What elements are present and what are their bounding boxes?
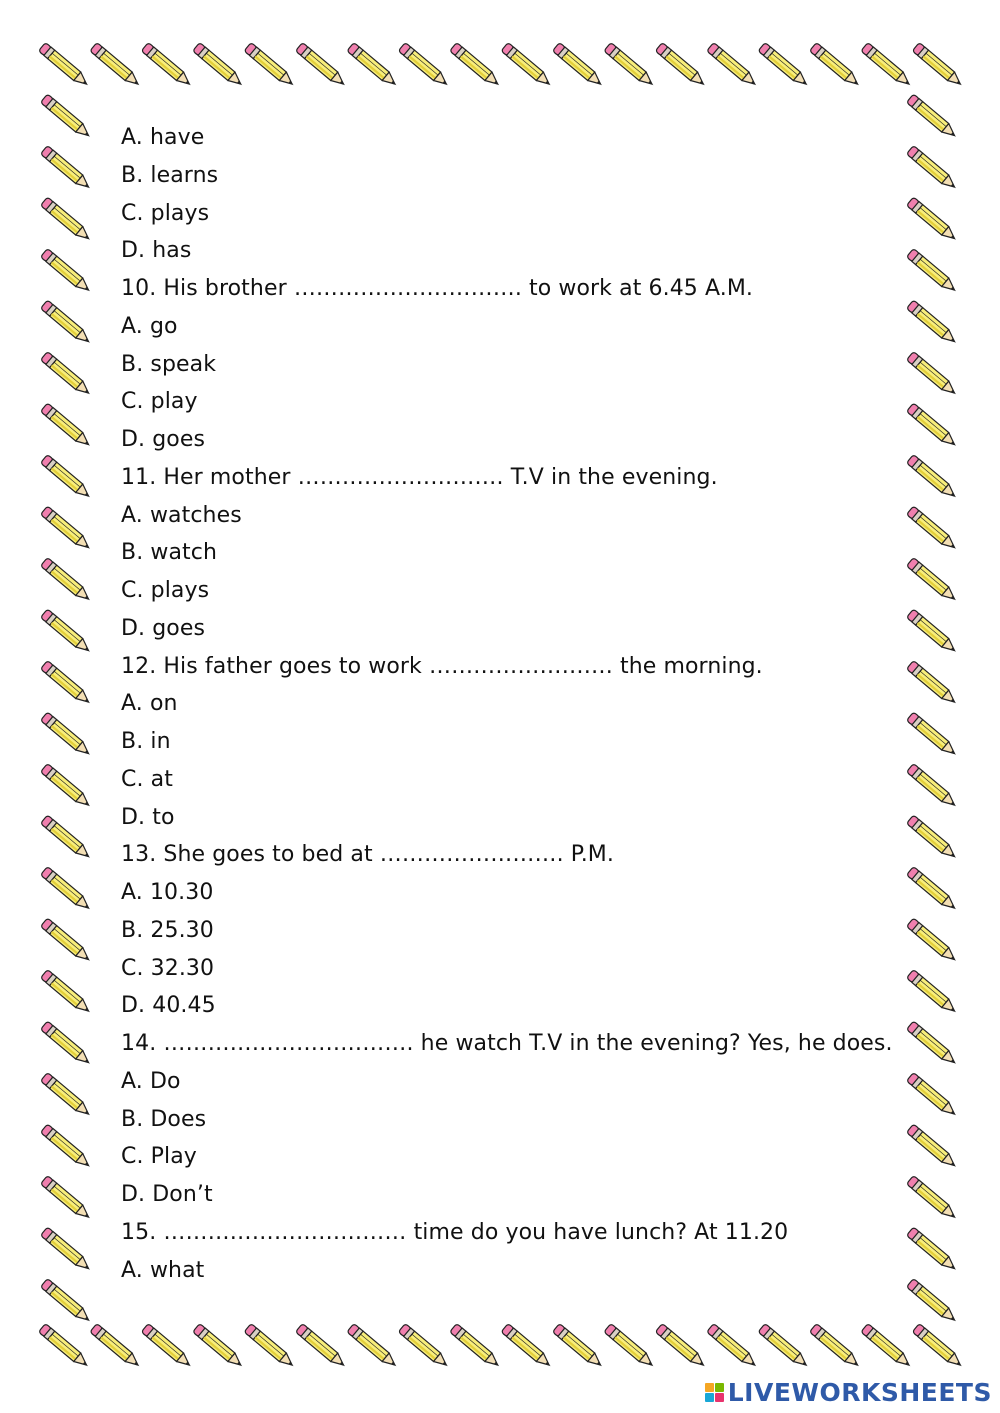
pencil-icon bbox=[347, 1324, 400, 1371]
pencil-icon bbox=[40, 867, 93, 914]
option-a-have: A. have bbox=[121, 125, 205, 150]
pencil-icon bbox=[809, 43, 862, 90]
pencil-icon bbox=[90, 43, 143, 90]
pencil-icon bbox=[604, 43, 657, 90]
pencil-icon bbox=[912, 1324, 965, 1371]
q13-option-c: C. 32.30 bbox=[121, 955, 215, 981]
pencil-icon bbox=[501, 43, 554, 90]
pencil-icon bbox=[501, 1324, 554, 1371]
q11-option-a: A. watches bbox=[121, 502, 242, 528]
pencil-icon bbox=[40, 455, 93, 502]
pencil-icon bbox=[655, 43, 708, 90]
pencil-icon bbox=[906, 712, 959, 759]
logo-mark-cell bbox=[715, 1393, 724, 1402]
pencil-icon bbox=[861, 43, 914, 90]
question-13: 13. She goes to bed at ……………………. P.M. bbox=[121, 842, 614, 868]
pencil-icon bbox=[90, 1324, 143, 1371]
question-14: 14. ……………………………. he watch T.V in the evening? Yes, he does. bbox=[121, 1031, 893, 1056]
pencil-icon bbox=[906, 1227, 959, 1274]
pencil-icon bbox=[40, 352, 93, 399]
pencil-icon bbox=[906, 1176, 959, 1223]
pencil-icon bbox=[906, 455, 959, 502]
pencil-icon bbox=[40, 661, 93, 708]
pencil-icon bbox=[141, 1324, 194, 1371]
pencil-icon bbox=[906, 970, 959, 1017]
pencil-icon bbox=[906, 918, 959, 965]
pencil-icon bbox=[906, 300, 959, 347]
pencil-icon bbox=[758, 43, 811, 90]
option-c-plays: C. plays bbox=[121, 200, 210, 226]
q15-option-a: A. what bbox=[121, 1257, 205, 1283]
pencil-icon bbox=[398, 1324, 451, 1371]
q10-option-b: B. speak bbox=[121, 351, 217, 377]
pencil-icon bbox=[604, 1324, 657, 1371]
pencil-icon bbox=[38, 1324, 91, 1371]
pencil-icon bbox=[906, 764, 959, 811]
pencil-icon bbox=[40, 1176, 93, 1223]
pencil-icon bbox=[40, 1124, 93, 1171]
question-10: 10. His brother …………………………. to work at 6.45 A.M. bbox=[121, 276, 754, 301]
question-12: 12. His father goes to work ……………………. the morning. bbox=[121, 653, 763, 679]
pencil-icon bbox=[40, 249, 93, 296]
pencil-icon bbox=[40, 815, 93, 862]
pencil-icon bbox=[906, 352, 959, 399]
pencil-icon bbox=[906, 558, 959, 605]
question-list bbox=[121, 119, 893, 1289]
pencil-icon bbox=[906, 1073, 959, 1120]
logo-mark-cell bbox=[705, 1393, 714, 1402]
q11-option-c: C. plays bbox=[121, 578, 210, 603]
question-11: 11. Her mother ………………………. T.V in the evening. bbox=[121, 464, 718, 490]
pencil-icon bbox=[906, 867, 959, 914]
pencil-icon bbox=[40, 1279, 93, 1326]
pencil-icon bbox=[906, 1021, 959, 1068]
pencil-icon bbox=[40, 146, 93, 193]
pencil-icon bbox=[906, 1279, 959, 1326]
q11-option-d: D. goes bbox=[121, 615, 206, 641]
pencil-icon bbox=[906, 146, 959, 193]
question-15: 15. …………………………… time do you have lunch? At 11.20 bbox=[121, 1219, 789, 1245]
logo-mark-cell bbox=[705, 1383, 714, 1392]
pencil-icon bbox=[193, 43, 246, 90]
pencil-icon bbox=[450, 1324, 503, 1371]
liveworksheets-mark-icon bbox=[705, 1383, 724, 1402]
pencil-icon bbox=[861, 1324, 914, 1371]
pencil-icon bbox=[40, 1227, 93, 1274]
pencil-icon bbox=[906, 815, 959, 862]
pencil-icon bbox=[906, 249, 959, 296]
pencil-icon bbox=[40, 300, 93, 347]
q14-option-a: A. Do bbox=[121, 1068, 181, 1094]
pencil-icon bbox=[552, 43, 605, 90]
pencil-icon bbox=[40, 94, 93, 141]
pencil-icon bbox=[40, 506, 93, 553]
pencil-icon bbox=[906, 506, 959, 553]
q10-option-c: C. play bbox=[121, 389, 198, 415]
pencil-icon bbox=[295, 1324, 348, 1371]
pencil-icon bbox=[244, 43, 297, 90]
pencil-icon bbox=[40, 558, 93, 605]
q13-option-b: B. 25.30 bbox=[121, 917, 214, 943]
pencil-icon bbox=[347, 43, 400, 90]
q11-option-b: B. watch bbox=[121, 540, 218, 566]
pencil-icon bbox=[40, 712, 93, 759]
pencil-icon bbox=[906, 661, 959, 708]
pencil-icon bbox=[40, 403, 93, 450]
pencil-icon bbox=[40, 609, 93, 656]
pencil-icon bbox=[398, 43, 451, 90]
q14-option-b: B. Does bbox=[121, 1106, 207, 1132]
pencil-icon bbox=[906, 403, 959, 450]
pencil-icon bbox=[906, 609, 959, 656]
pencil-icon bbox=[141, 43, 194, 90]
q12-option-a: A. on bbox=[121, 691, 178, 717]
q13-option-a: A. 10.30 bbox=[121, 880, 214, 905]
q12-option-d: D. to bbox=[121, 804, 175, 830]
pencil-icon bbox=[40, 197, 93, 244]
q12-option-b: B. in bbox=[121, 729, 171, 754]
pencil-icon bbox=[40, 1021, 93, 1068]
logo-mark-cell bbox=[715, 1383, 724, 1392]
pencil-icon bbox=[450, 43, 503, 90]
pencil-icon bbox=[655, 1324, 708, 1371]
pencil-icon bbox=[40, 1073, 93, 1120]
option-b-learns: B. learns bbox=[121, 162, 219, 188]
pencil-icon bbox=[40, 764, 93, 811]
pencil-icon bbox=[906, 94, 959, 141]
pencil-icon bbox=[244, 1324, 297, 1371]
pencil-icon bbox=[38, 43, 91, 90]
liveworksheets-brand-text: LIVEWORKSHEETS bbox=[727, 1377, 992, 1407]
option-d-has: D. has bbox=[121, 238, 192, 264]
q14-option-c: C. Play bbox=[121, 1144, 197, 1170]
pencil-icon bbox=[906, 197, 959, 244]
q10-option-a: A. go bbox=[121, 313, 178, 339]
q12-option-c: C. at bbox=[121, 766, 173, 792]
pencil-icon bbox=[40, 918, 93, 965]
pencil-icon bbox=[809, 1324, 862, 1371]
q14-option-d: D. Don’t bbox=[121, 1182, 213, 1207]
liveworksheets-logo[interactable] bbox=[705, 1375, 992, 1409]
pencil-icon bbox=[906, 1124, 959, 1171]
pencil-icon bbox=[40, 970, 93, 1017]
q10-option-d: D. goes bbox=[121, 427, 206, 452]
pencil-icon bbox=[707, 1324, 760, 1371]
pencil-icon bbox=[707, 43, 760, 90]
pencil-icon bbox=[193, 1324, 246, 1371]
pencil-icon bbox=[552, 1324, 605, 1371]
pencil-icon bbox=[758, 1324, 811, 1371]
q13-option-d: D. 40.45 bbox=[121, 993, 216, 1019]
pencil-icon bbox=[295, 43, 348, 90]
pencil-icon bbox=[912, 43, 965, 90]
